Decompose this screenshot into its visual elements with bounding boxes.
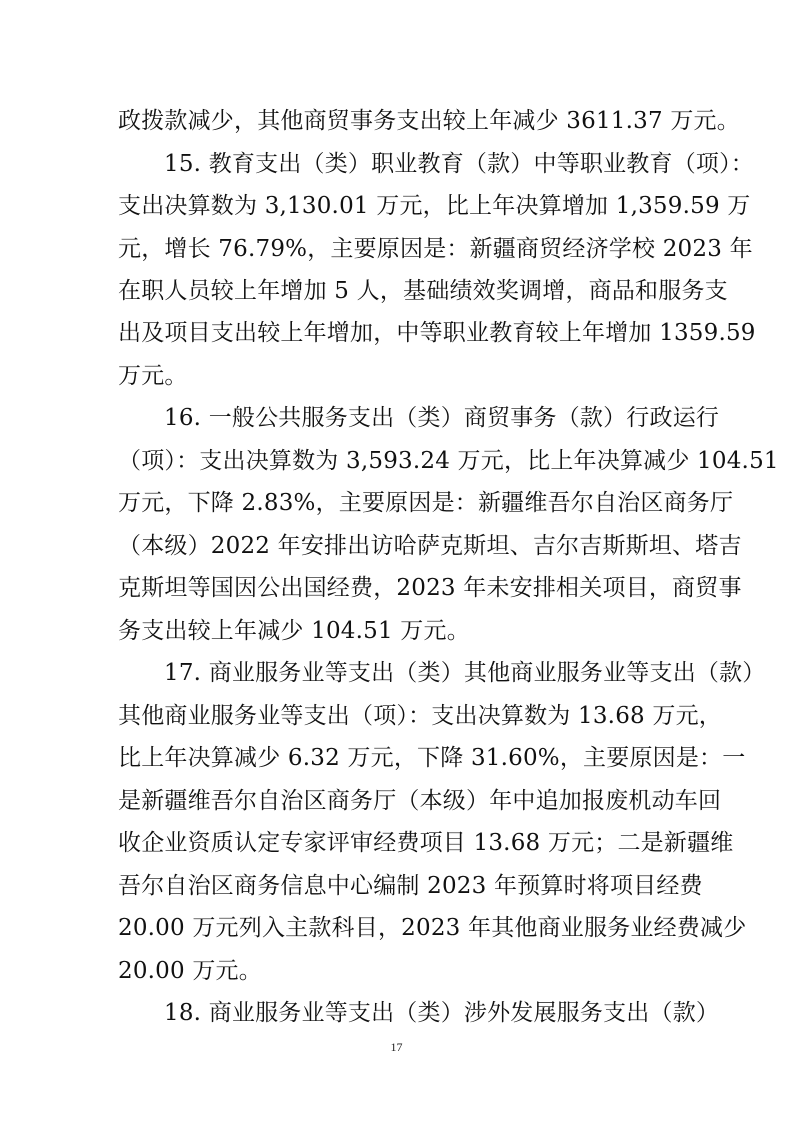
paragraph-line: 收企业资质认定专家评审经费项目 13.68 万元；二是新疆维 — [118, 830, 734, 856]
paragraph-line: 元，增长 76.79%，主要原因是：新疆商贸经济学校 2023 年 — [118, 236, 753, 262]
paragraph-line: 17. 商业服务业等支出（类）其他商业服务业等支出（款） — [164, 660, 766, 686]
paragraph-line: 18. 商业服务业等支出（类）涉外发展服务支出（款） — [164, 1000, 720, 1026]
paragraph-line: 在职人员较上年增加 5 人，基础绩效奖调增，商品和服务支 — [118, 278, 728, 304]
paragraph-line: 支出决算数为 3,130.01 万元，比上年决算增加 1,359.59 万 — [118, 193, 751, 219]
paragraph-line: 政拨款减少，其他商贸事务支出较上年减少 3611.37 万元。 — [118, 108, 740, 134]
paragraph-line: 吾尔自治区商务信息中心编制 2023 年预算时将项目经费 — [118, 873, 703, 899]
paragraph-line: 万元。 — [118, 363, 188, 389]
paragraph-line: 20.00 万元。 — [118, 958, 262, 984]
paragraph-line: 15. 教育支出（类）职业教育（款）中等职业教育（项）： — [164, 151, 754, 177]
paragraph-line: 其他商业服务业等支出（项）：支出决算数为 13.68 万元， — [118, 703, 722, 729]
paragraph-line: 万元，下降 2.83%，主要原因是：新疆维吾尔自治区商务厅 — [118, 490, 734, 516]
paragraph-line: 16. 一般公共服务支出（类）商贸事务（款）行政运行 — [164, 405, 720, 431]
paragraph-line: 是新疆维吾尔自治区商务厅（本级）年中追加报废机动车回 — [118, 788, 722, 814]
paragraph-line: （项）：支出决算数为 3,593.24 万元，比上年决算减少 104.51 — [118, 448, 779, 474]
paragraph-line: 务支出较上年减少 104.51 万元。 — [118, 618, 470, 644]
paragraph-line: 克斯坦等国因公出国经费，2023 年未安排相关项目，商贸事 — [118, 575, 742, 601]
paragraph-line: 比上年决算减少 6.32 万元，下降 31.60%，主要原因是：一 — [118, 745, 746, 771]
paragraph-line: （本级）2022 年安排出访哈萨克斯坦、吉尔吉斯斯坦、塔吉 — [118, 533, 742, 559]
paragraph-line: 20.00 万元列入主款科目，2023 年其他商业服务业经费减少 — [118, 915, 747, 941]
page-number: 17 — [390, 1040, 403, 1054]
paragraph-line: 出及项目支出较上年增加，中等职业教育较上年增加 1359.59 — [118, 320, 756, 346]
